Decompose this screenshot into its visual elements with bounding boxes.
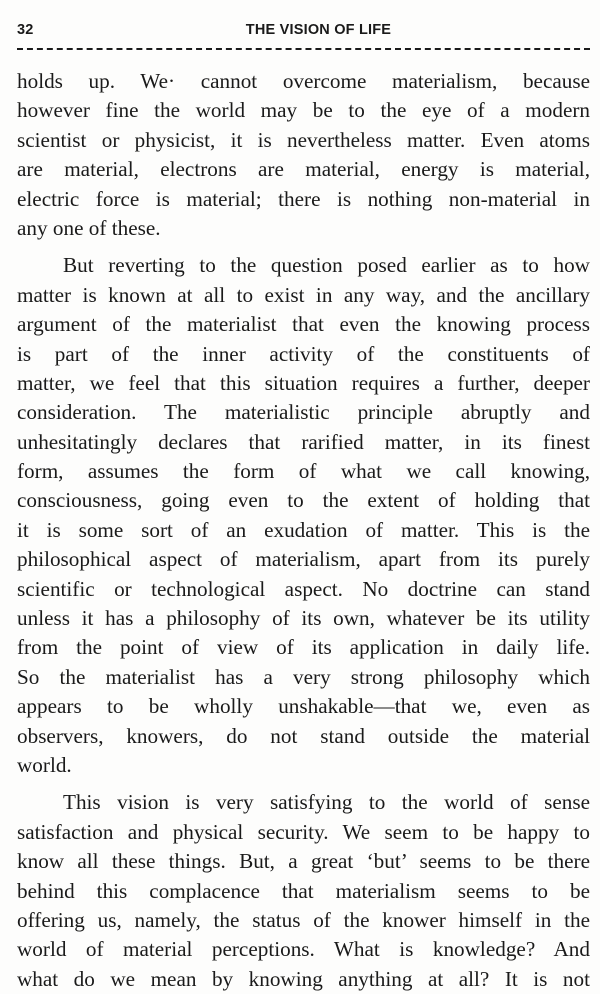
- text-line: it is some sort of an exudation of matter. This is the: [17, 517, 590, 542]
- text-line: matter, we feel that this situation requires a further, deeper: [17, 370, 590, 395]
- text-line: unhesitatingly declares that rarified matter, in its finest: [17, 429, 590, 454]
- paragraph: [17, 251, 590, 780]
- text-line: consciousness, going even to the extent of holding that: [17, 488, 590, 513]
- text-line: however fine the world may be to the eye of a modern: [17, 98, 590, 123]
- text-line: holds up. We· cannot overcome materialism, because: [17, 69, 590, 93]
- running-title: THE VISION OF LIFE: [245, 22, 392, 38]
- text-line: from the point of view of its application in daily life.: [17, 635, 590, 660]
- text-line: philosophical aspect of materialism, apart from its purely: [17, 547, 590, 572]
- text-line: form, assumes the form of what we call knowing,: [17, 459, 590, 484]
- text-line: But reverting to the question posed earlier as to how: [63, 253, 590, 278]
- text-line: scientific or technological aspect. No doctrine can stand: [17, 576, 590, 601]
- text-line: observers, knowers, do not stand outside the material: [17, 723, 590, 748]
- text-line: appears to be wholly unshakable—that we, even as: [17, 694, 590, 719]
- text-line: matter is known at all to exist in any way, and the ancillary: [17, 282, 590, 307]
- text-line: is part of the inner activity of the constituents of: [17, 341, 590, 366]
- text-line: So the materialist has a very strong philosophy which: [17, 664, 590, 689]
- body-text: [17, 67, 590, 994]
- text-line: what do we mean by knowing anything at all? It is not: [17, 966, 590, 991]
- text-line: satisfaction and physical security. We seem to be happy to: [17, 819, 590, 844]
- text-line: electric force is material; there is nothing non-material in: [17, 186, 590, 211]
- text-line: are material, electrons are material, energy is material,: [17, 157, 590, 182]
- text-line: any one of these.: [17, 215, 161, 240]
- text-line: offering us, namely, the status of the knower himself in the: [17, 907, 590, 932]
- page-number: 32: [17, 22, 34, 38]
- page-header: [17, 22, 590, 42]
- text-line: consideration. The materialistic principle abruptly and: [17, 400, 590, 425]
- text-line: argument of the materialist that even the knowing process: [17, 312, 590, 337]
- text-line: This vision is very satisfying to the world of sense: [63, 790, 590, 815]
- text-line: scientist or physicist, it is nevertheless matter. Even atoms: [17, 127, 590, 152]
- text-line: behind this complacence that materialism seems to be: [17, 878, 590, 903]
- text-line: unless it has a philosophy of its own, whatever be its utility: [17, 606, 590, 631]
- text-line: know all these things. But, a great ‘but’ seems to be there: [17, 849, 590, 874]
- text-line: world of material perceptions. What is knowledge? And: [17, 937, 590, 962]
- text-line: world.: [17, 752, 72, 777]
- header-divider: [17, 48, 590, 50]
- paragraph: [17, 67, 590, 243]
- paragraph: [17, 788, 590, 994]
